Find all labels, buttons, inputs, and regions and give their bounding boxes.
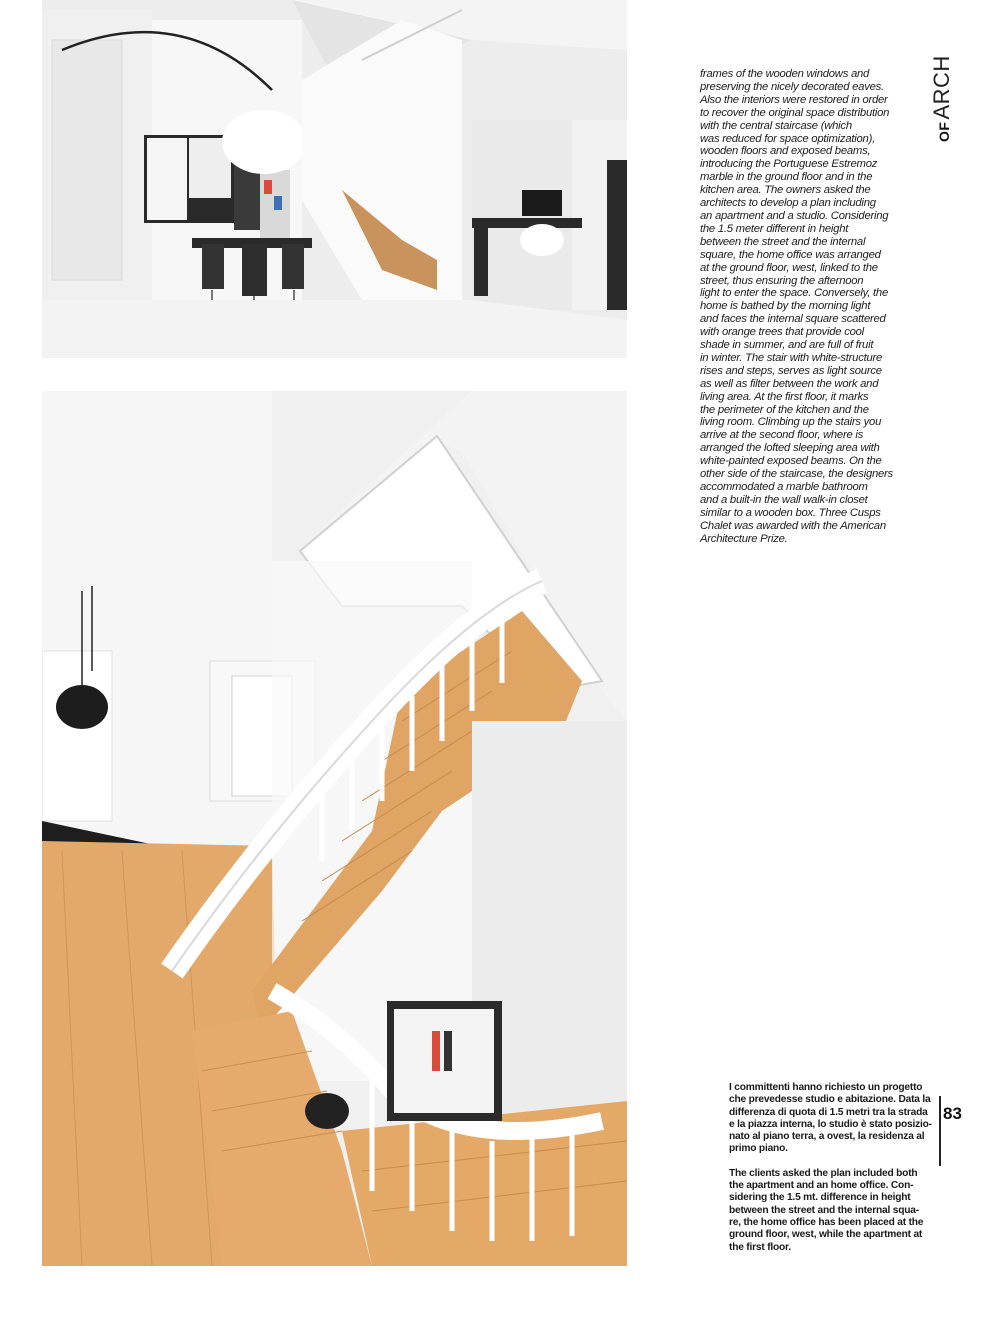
- interior-dining-office-photo-icon: [42, 0, 627, 358]
- caption-english-line: sidering the 1.5 mt. difference in height: [729, 1192, 911, 1204]
- body-line: home is bathed by the morning light: [700, 300, 871, 313]
- body-line: an apartment and a studio. Considering: [700, 209, 889, 222]
- body-line: living room. Climbing up the stairs you: [700, 416, 882, 429]
- body-line: with orange trees that provide cool: [700, 326, 864, 339]
- caption-english-line: the first floor.: [729, 1241, 791, 1253]
- white-staircase-wood-steps-photo-icon: [42, 391, 627, 1266]
- body-line: with the central staircase (which: [700, 119, 852, 132]
- body-line: street, thus ensuring the afternoon: [700, 274, 864, 287]
- caption-italian-line: e la piazza interna, lo studio è stato posizio-: [729, 1118, 932, 1130]
- body-line: Architecture Prize.: [700, 532, 788, 545]
- body-line: arranged the lofted sleeping area with: [700, 442, 880, 455]
- caption-english-line: ground floor, west, while the apartment at: [729, 1229, 923, 1241]
- body-line: frames of the wooden windows and: [700, 68, 870, 80]
- body-line: light to enter the space. Conversely, the: [700, 287, 888, 300]
- logo-of: OF: [936, 121, 952, 142]
- caption-italian-line: primo piano.: [729, 1143, 788, 1155]
- body-line: architects to develop a plan including: [700, 197, 876, 210]
- body-line: wooden floors and exposed beams,: [700, 145, 871, 158]
- logo-arch: ARCH: [929, 55, 954, 120]
- body-line: the perimeter of the kitchen and the: [700, 403, 869, 416]
- photo-captions: [729, 1082, 939, 1254]
- body-line: living area. At the first floor, it marks: [700, 390, 869, 403]
- body-line: to recover the original space distribution: [700, 106, 890, 119]
- photo-interior-dining-office: [42, 0, 627, 358]
- body-line: in winter. The stair with white-structure: [700, 351, 883, 364]
- caption-english-line: between the street and the internal squa-: [729, 1204, 919, 1216]
- body-line: introducing the Portuguese Estremoz: [700, 158, 878, 171]
- body-line: as well as filter between the work and: [700, 377, 879, 390]
- body-line: similar to a wooden box. Three Cusps: [700, 506, 881, 519]
- page-number-divider: [939, 1096, 941, 1166]
- body-line: rises and steps, serves as light source: [700, 364, 882, 377]
- body-line: marble in the ground floor and in the: [700, 171, 873, 184]
- body-line: preserving the nicely decorated eaves.: [700, 80, 884, 93]
- body-line: and faces the internal square scattered: [700, 313, 886, 326]
- body-line: Chalet was awarded with the American: [700, 519, 886, 532]
- body-line: between the street and the internal: [700, 235, 866, 248]
- body-line: other side of the staircase, the designers: [700, 468, 893, 481]
- caption-italian-line: nato al piano terra, a ovest, la residenza al: [729, 1131, 925, 1143]
- article-body-text: [700, 68, 938, 546]
- photo-white-staircase: [42, 391, 627, 1266]
- body-line: accommodated a marble bathroom: [700, 481, 868, 493]
- caption-spacer: [729, 1156, 939, 1168]
- body-line: shade in summer, and are full of fruit: [700, 339, 874, 352]
- caption-italian-line: I committenti hanno richiesto un progetto: [729, 1082, 923, 1093]
- body-line: white-painted exposed beams. On the: [700, 455, 882, 468]
- caption-italian-line: differenza di quota di 1.5 metri tra la strada: [729, 1106, 928, 1118]
- page-number: 83: [943, 1104, 962, 1123]
- body-line: arrive at the second floor, where is: [700, 429, 864, 442]
- body-line: and a built-in the wall walk-in closet: [700, 493, 868, 506]
- body-line: kitchen area. The owners asked the: [700, 184, 871, 197]
- caption-english-line: The clients asked the plan included both: [729, 1167, 918, 1179]
- caption-italian-line: che prevedesse studio e abitazione. Data la: [729, 1094, 931, 1106]
- caption-english-line: the apartment and an home office. Con-: [729, 1180, 914, 1192]
- caption-english-line: re, the home office has been placed at the: [729, 1216, 924, 1228]
- body-line: was reduced for space optimization),: [700, 132, 875, 145]
- body-line: at the ground floor, west, linked to the: [700, 261, 878, 274]
- body-line: Also the interiors were restored in order: [700, 93, 888, 106]
- body-line: the 1.5 meter different in height: [700, 222, 849, 235]
- body-line: square, the home office was arranged: [700, 248, 881, 261]
